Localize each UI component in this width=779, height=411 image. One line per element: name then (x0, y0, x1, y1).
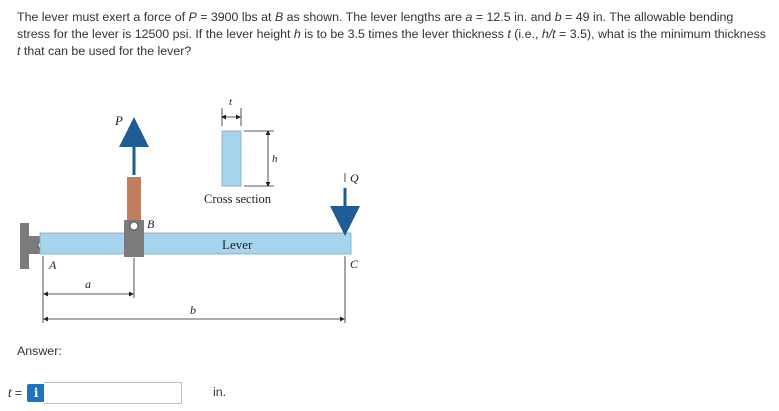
label-a: a (85, 277, 91, 291)
answer-unit: in. (213, 385, 227, 399)
answer-row (8, 380, 182, 406)
question-segment: (i.e., (510, 27, 542, 41)
label-t: t (229, 96, 233, 108)
question-segment: as shown. The lever lengths are (283, 10, 466, 24)
question-text (17, 9, 767, 60)
question-segment: The lever must exert a force of (17, 10, 189, 24)
answer-variable (8, 386, 22, 400)
dim-t (222, 108, 241, 126)
var-a: a (465, 10, 473, 24)
question-segment: = 12.5 in. and (472, 10, 555, 24)
answer-var-symbol: t (8, 386, 12, 400)
cross-section-rect (222, 131, 241, 186)
ratio-symbol: h/t (541, 27, 556, 41)
label-Q: Q (350, 171, 359, 185)
var-h: h (293, 27, 301, 41)
info-icon[interactable]: i (27, 384, 45, 402)
var-b: b (554, 10, 562, 24)
question-segment: = 3.5), what is the minimum thickness (555, 27, 766, 41)
label-A: A (49, 258, 57, 272)
pin-B (130, 222, 138, 230)
answer-label: Answer: (17, 344, 62, 358)
cross-section-label: Cross section (204, 192, 272, 206)
dim-h (244, 131, 274, 186)
question-segment: = 49 in. The allowable bending stress for the lever is 12500 psi. If the lever height (17, 10, 734, 41)
var-B: B (274, 10, 284, 24)
question-segment: = 3900 lbs at (196, 10, 275, 24)
label-h: h (272, 153, 278, 165)
lever-label: Lever (222, 237, 253, 252)
question-segment: is to be 3.5 times the lever thickness (300, 27, 508, 41)
var-P: P (188, 10, 197, 24)
lever-diagram (0, 90, 400, 330)
question-segment: that can be used for the lever? (20, 44, 192, 58)
lever-bar (40, 233, 351, 254)
var-t: t (17, 44, 21, 58)
answer-equals: = (11, 386, 23, 400)
label-C: C (350, 257, 359, 271)
answer-input[interactable] (44, 382, 182, 404)
label-b: b (190, 303, 196, 317)
var-t: t (507, 27, 511, 41)
label-B: B (147, 217, 155, 231)
label-P: P (115, 113, 123, 128)
